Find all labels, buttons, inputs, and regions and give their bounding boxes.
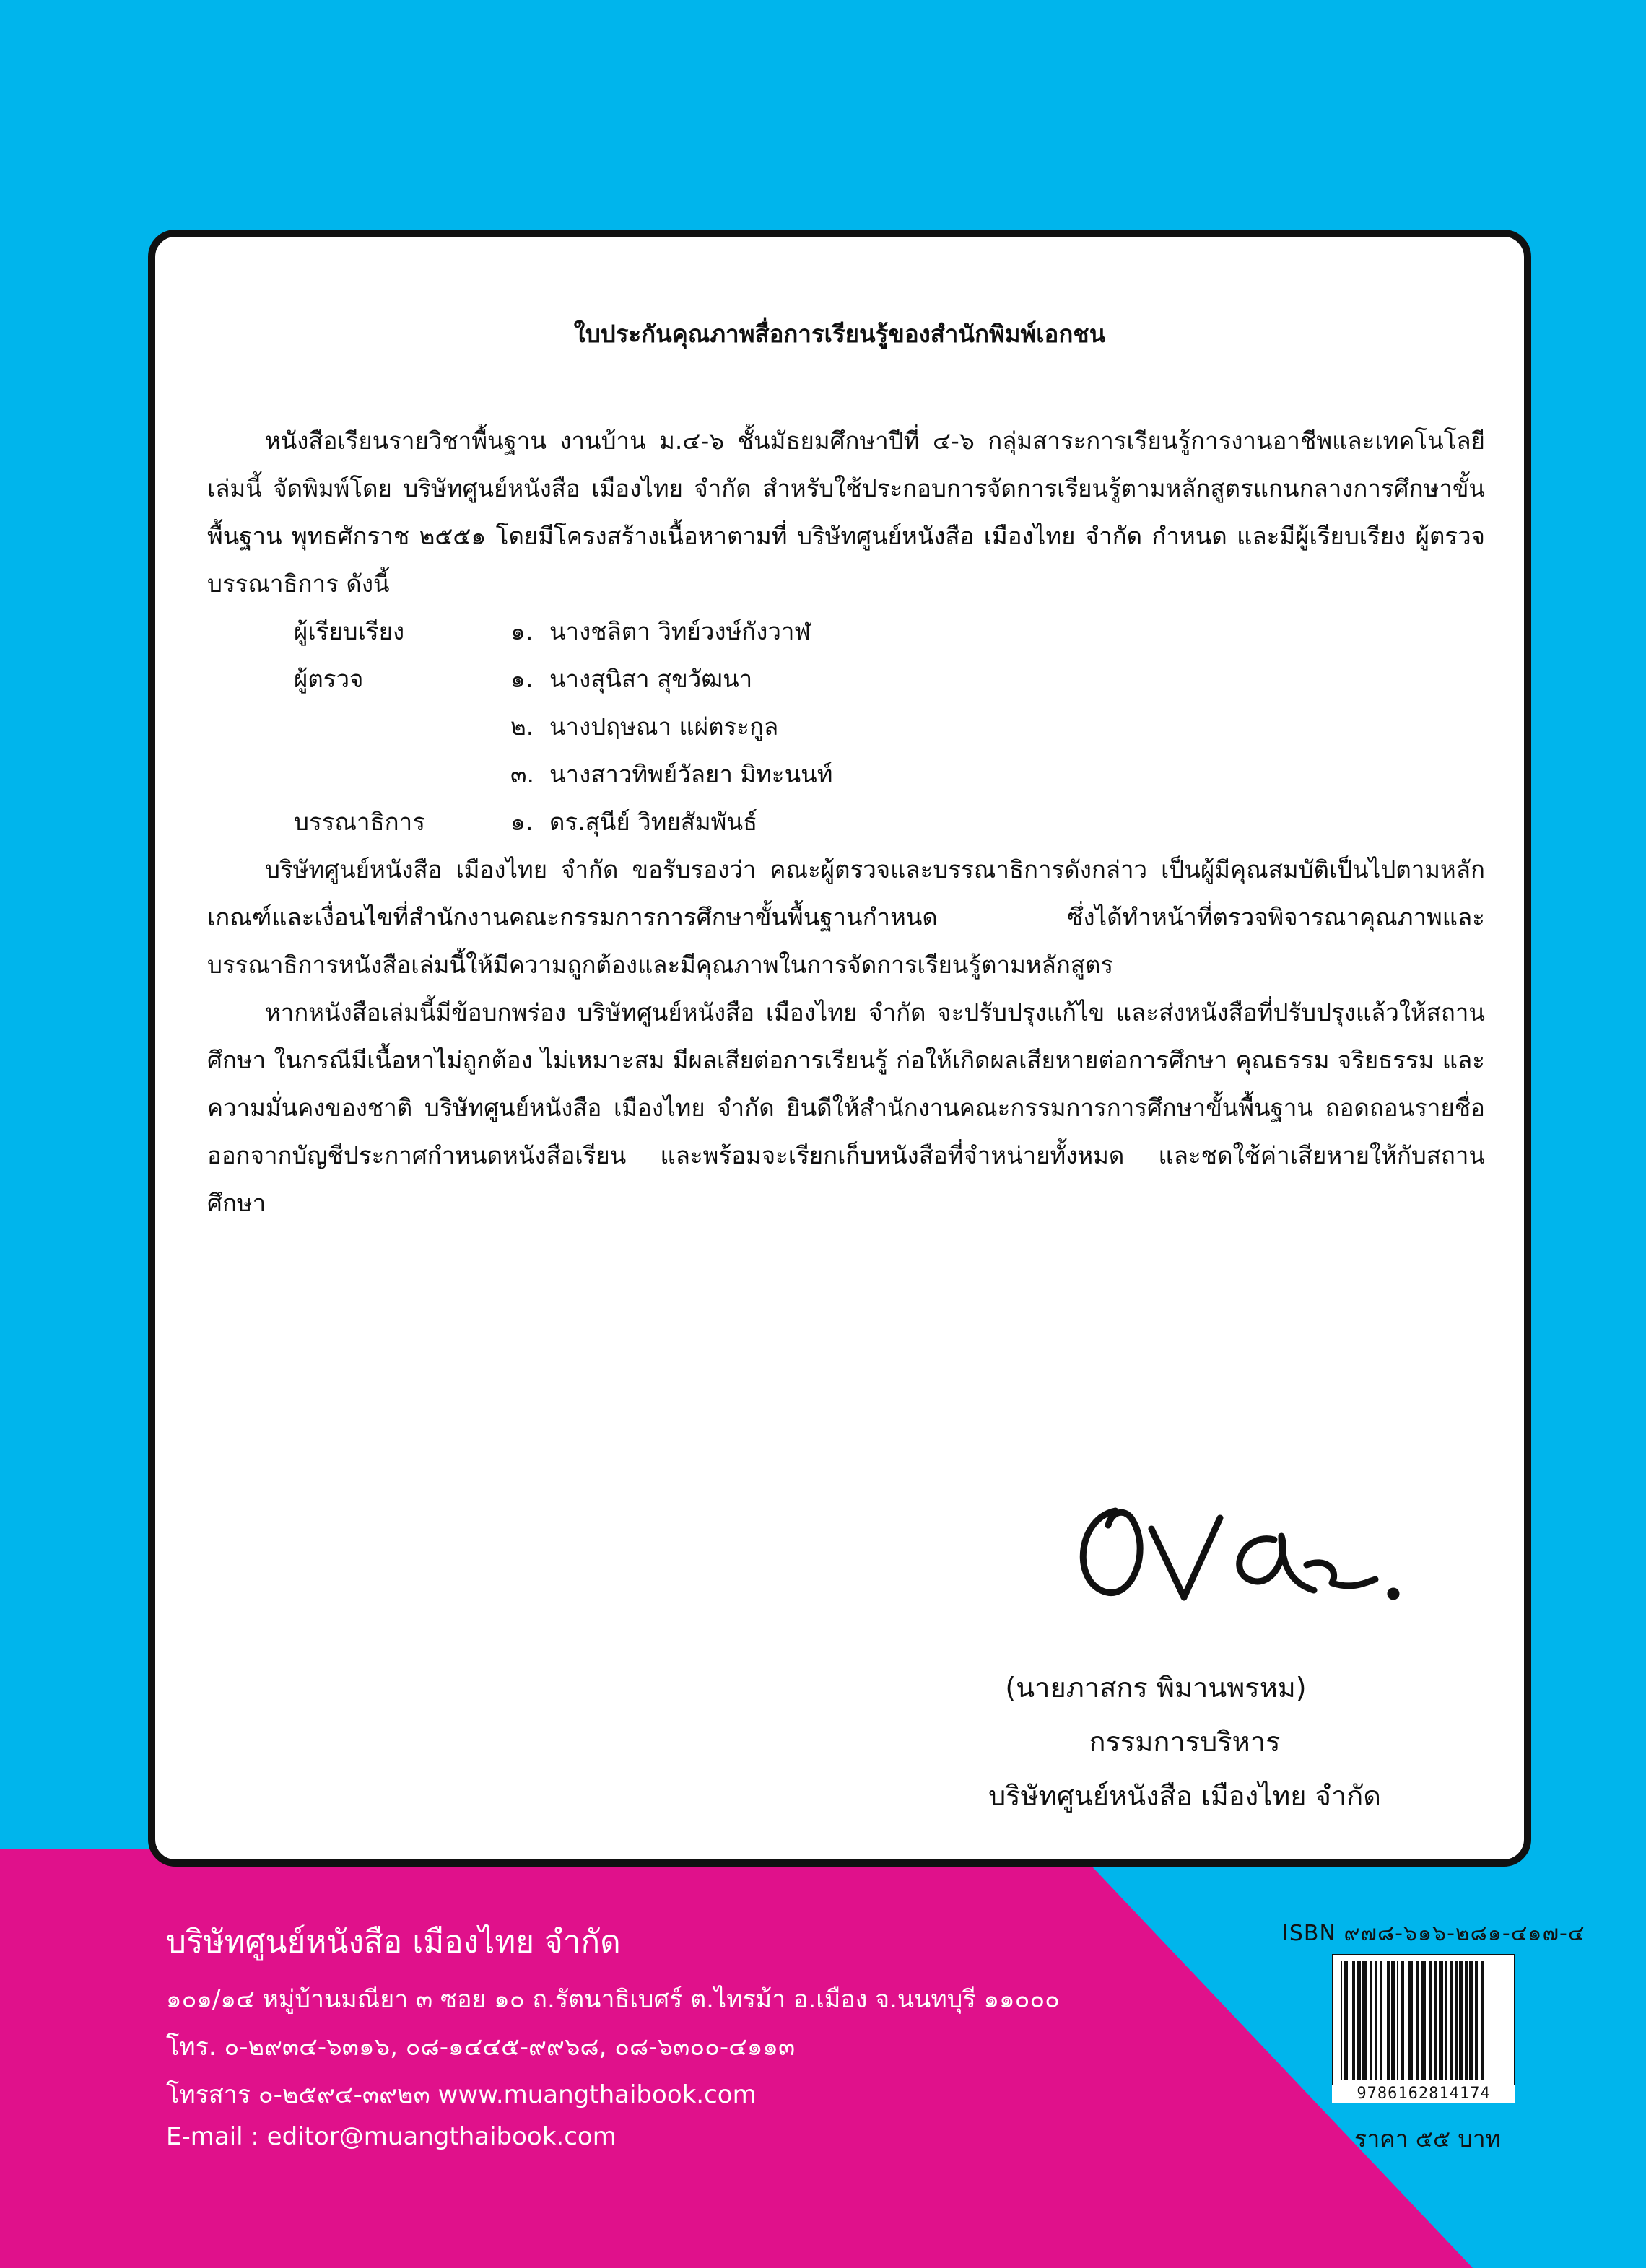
barcode-bar bbox=[1445, 1961, 1447, 2080]
staff-name: นางสุนิสา สุขวัฒนา bbox=[549, 665, 753, 693]
barcode-bar bbox=[1439, 1961, 1443, 2080]
barcode-bar bbox=[1416, 1961, 1419, 2080]
staff-name: นางปฤษณา แผ่ตระกูล bbox=[549, 712, 779, 741]
staff-role: ผู้ตรวจ bbox=[294, 665, 364, 693]
barcode-bar bbox=[1397, 1961, 1398, 2080]
barcode-bar bbox=[1475, 1961, 1478, 2080]
barcode-image bbox=[1332, 1954, 1515, 2087]
signer-name: (นายภาสกร พิมานพรหม) bbox=[1005, 1672, 1307, 1704]
certificate-paragraph-intro: หนังสือเรียนรายวิชาพื้นฐาน งานบ้าน ม.๔-๖ ชั้นมัธยมศึกษาปีที่ ๔-๖ กลุ่มสาระการเรียนรู้การงานอาชีพและเทคโนโลยี เล่มนี้ จัดพิมพ์โดย บริษัทศูนย์หนังสือ เมืองไทย จำกัด สำหรับใช้ประกอบการจัดการเรียนรู้ตามหลักสูตรแกนกลางการศึกษาขั้นพื้นฐาน พุทธศักราช ๒๕๕๑ โดยมีโครงสร้างเนื้อหาตามที่ บริษัทศูนย์หนังสือ เมืองไทย จำกัด กำหนด และมีผู้เรียบเรียง ผู้ตรวจ บรรณาธิการ ดังนี้ bbox=[207, 427, 1485, 598]
barcode-bar bbox=[1391, 1961, 1395, 2080]
staff-number: ๑. bbox=[510, 808, 534, 836]
barcode-bar bbox=[1481, 1961, 1484, 2080]
staff-row-reviewer-2 bbox=[155, 703, 1524, 751]
isbn-label: ISBN ๙๗๘-๖๑๖-๒๘๑-๔๑๗-๔ bbox=[1282, 1921, 1585, 1946]
publisher-name: บริษัทศูนย์หนังสือ เมืองไทย จำกัด bbox=[166, 1924, 621, 1960]
staff-name: นางสาวทิพย์วัลยา มิทะนนท์ bbox=[549, 760, 833, 788]
barcode-bar bbox=[1387, 1961, 1390, 2080]
staff-role: ผู้เรียบเรียง bbox=[294, 617, 405, 645]
staff-number: ๑. bbox=[510, 617, 534, 645]
certificate-title: ใบประกันคุณภาพสื่อการเรียนรู้ของสำนักพิมพ์เอกชน bbox=[573, 320, 1106, 348]
publisher-address: ๑๐๑/๑๔ หมู่บ้านมณียา ๓ ซอย ๑๐ ถ.รัตนาธิเบศร์ ต.ไทรม้า อ.เมือง จ.นนทบุรี ๑๑๐๐๐ bbox=[166, 1985, 1060, 2014]
barcode-bar bbox=[1341, 1961, 1342, 2080]
barcode-bar bbox=[1344, 1961, 1348, 2080]
barcode-bar bbox=[1380, 1961, 1382, 2080]
barcode-bar bbox=[1455, 1961, 1458, 2080]
signer-company: บริษัทศูนย์หนังสือ เมืองไทย จำกัด bbox=[988, 1780, 1381, 1812]
staff-row-editor bbox=[155, 798, 1524, 846]
barcode-bar bbox=[1408, 1961, 1413, 2080]
publisher-phone: โทร. ๐-๒๙๓๔-๖๓๑๖, ๐๘-๑๔๔๕-๙๙๖๘, ๐๘-๖๓๐๐-๔๑๑๓ bbox=[166, 2033, 796, 2062]
barcode-bar bbox=[1370, 1961, 1372, 2080]
barcode-digits: 9786162814174 bbox=[1332, 2085, 1515, 2103]
signature-image bbox=[1065, 1489, 1404, 1612]
staff-name: นางชลิตา วิทย์วงษ์กังวาฬ bbox=[549, 617, 811, 645]
quality-certificate-card bbox=[148, 230, 1531, 1867]
staff-name: ดร.สุนีย์ วิทยสัมพันธ์ bbox=[549, 808, 758, 836]
price-label: ราคา ๕๕ บาท bbox=[1354, 2125, 1501, 2153]
barcode-bar bbox=[1352, 1961, 1355, 2080]
certificate-paragraph-endorsement: บริษัทศูนย์หนังสือ เมืองไทย จำกัด ขอรับรองว่า คณะผู้ตรวจและบรรณาธิการดังกล่าว เป็นผู้มีคุณสมบัติเป็นไปตามหลักเกณฑ์และเงื่อนไขที่สำนักงานคณะกรรมการการศึกษาขั้นพื้นฐานกำหนด ซึ่งได้ทำหน้าที่ตรวจพิจารณาคุณภาพและบรรณาธิการหนังสือเล่มนี้ให้มีความถูกต้องและมีคุณภาพในการจัดการเรียนรู้ตามหลักสูตร bbox=[207, 855, 1485, 979]
staff-number: ๓. bbox=[510, 760, 535, 788]
barcode-bar bbox=[1401, 1961, 1404, 2080]
staff-number: ๒. bbox=[510, 712, 534, 741]
certificate-paragraph-liability: หากหนังสือเล่มนี้มีข้อบกพร่อง บริษัทศูนย์หนังสือ เมืองไทย จำกัด จะปรับปรุงแก้ไข และส่งหนังสือที่ปรับปรุงแล้วให้สถานศึกษา ในกรณีมีเนื้อหาไม่ถูกต้อง ไม่เหมาะสม มีผลเสียต่อการเรียนรู้ ก่อให้เกิดผลเสียหายต่อการศึกษา คุณธรรม จริยธรรม และความมั่นคงของชาติ บริษัทศูนย์หนังสือ เมืองไทย จำกัด ยินดีให้สำนักงานคณะกรรมการการศึกษาขั้นพื้นฐาน ถอดถอนรายชื่อออกจากบัญชีประกาศกำหนดหนังสือเรียน และพร้อมจะเรียกเก็บหนังสือที่จำหน่ายทั้งหมด และชดใช้ค่าเสียหายให้กับสถานศึกษา bbox=[207, 998, 1485, 1217]
barcode-bar bbox=[1469, 1961, 1473, 2080]
barcode-bar bbox=[1421, 1961, 1426, 2080]
barcode-bar bbox=[1434, 1961, 1437, 2080]
staff-row-reviewer-3 bbox=[155, 751, 1524, 798]
barcode-bar bbox=[1357, 1961, 1361, 2080]
barcode-bar bbox=[1450, 1961, 1453, 2080]
staff-row-reviewer-1 bbox=[155, 655, 1524, 703]
barcode-bar bbox=[1362, 1961, 1367, 2080]
barcode-bar bbox=[1375, 1961, 1377, 2080]
barcode-bar bbox=[1465, 1961, 1468, 2080]
barcode-bar bbox=[1429, 1961, 1432, 2080]
publisher-email: E-mail : editor@muangthaibook.com bbox=[166, 2122, 617, 2151]
publisher-fax-website: โทรสาร ๐-๒๕๙๔-๓๙๒๓ www.muangthaibook.com bbox=[166, 2080, 757, 2109]
signer-title: กรรมการบริหาร bbox=[1089, 1726, 1281, 1758]
staff-role: บรรณาธิการ bbox=[294, 808, 425, 836]
barcode-bar bbox=[1459, 1961, 1463, 2080]
staff-row-compiler bbox=[155, 608, 1524, 655]
staff-number: ๑. bbox=[510, 665, 534, 693]
